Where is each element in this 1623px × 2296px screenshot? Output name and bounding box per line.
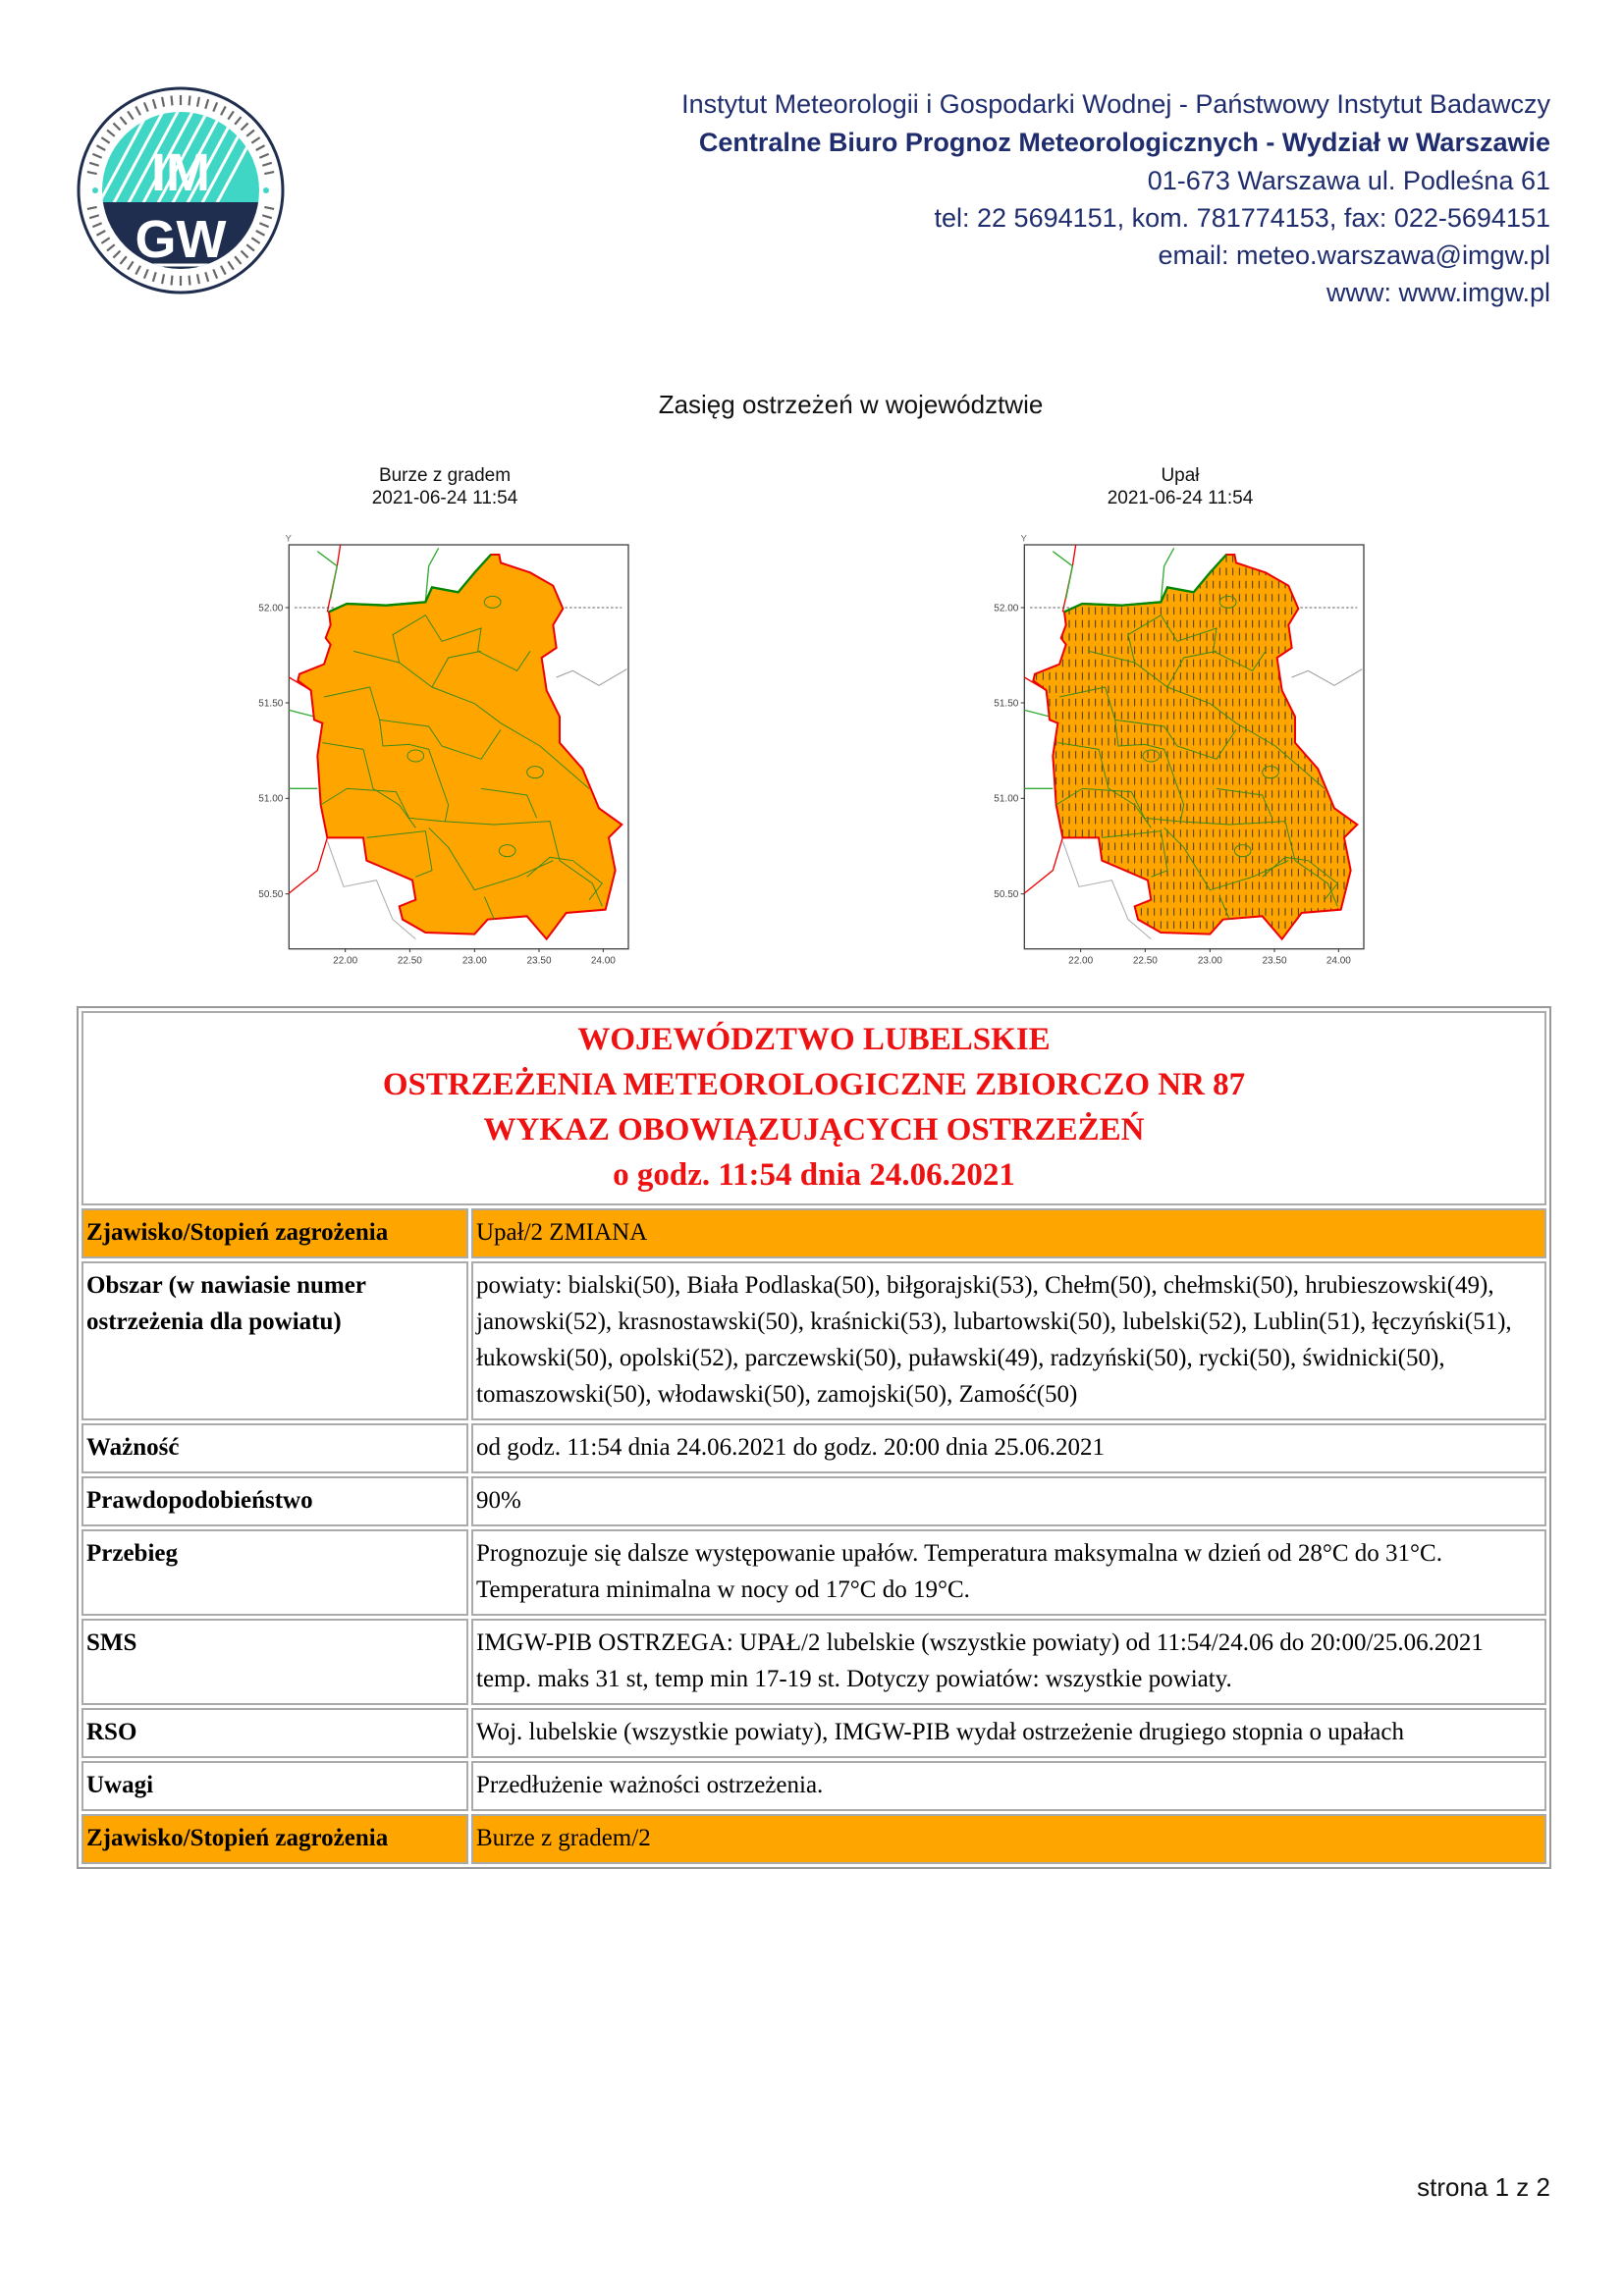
row-label: Obszar (w nawiasie numer ostrzeżenia dla powiatu) — [81, 1261, 468, 1420]
address: 01-673 Warszawa ul. Podleśna 61 — [1147, 166, 1550, 195]
warnings-table — [77, 1006, 1551, 1869]
bureau-name: Centralne Biuro Prognoz Meteorologicznych - Wydział w Warszawie — [698, 128, 1550, 157]
row-value: 90% — [471, 1476, 1546, 1526]
y-tick-label: 51.50 — [258, 698, 284, 710]
x-tick-label: 23.00 — [461, 955, 487, 967]
email-link[interactable]: email: meteo.warszawa@imgw.pl — [1158, 240, 1550, 270]
map-storms-hail — [245, 510, 687, 1021]
y-tick-label: 51.50 — [994, 698, 1019, 710]
row-label: Uwagi — [81, 1761, 468, 1811]
maps-heading: Zasięg ostrzeżeń w województwie — [658, 390, 1044, 419]
table-row — [81, 1261, 1546, 1420]
y-tick-label: 52.00 — [994, 603, 1019, 614]
x-tick-label: 24.00 — [1325, 955, 1351, 967]
y-axis-label: Y — [285, 533, 292, 544]
map-title-storms — [248, 464, 641, 509]
table-row — [81, 1529, 1546, 1616]
row-label: Przebieg — [81, 1529, 468, 1616]
x-tick-label: 22.50 — [1132, 955, 1158, 967]
table-header — [81, 1011, 1546, 1205]
page-number: strona 1 z 2 — [1417, 2172, 1550, 2202]
y-tick-label: 52.00 — [258, 603, 284, 614]
row-label: Prawdopodobieństwo — [81, 1476, 468, 1526]
table-row — [81, 1476, 1546, 1526]
map-title: Burze z gradem — [378, 465, 512, 486]
x-tick-label: 22.00 — [333, 955, 358, 967]
table-row — [81, 1708, 1546, 1758]
y-tick-label: 50.50 — [258, 889, 284, 900]
x-tick-label: 23.00 — [1197, 955, 1222, 967]
table-row — [81, 1619, 1546, 1705]
row-value: Upał/2 ZMIANA — [471, 1208, 1546, 1258]
imgw-logo — [75, 84, 287, 296]
table-row — [81, 1761, 1546, 1811]
row-value: Woj. lubelskie (wszystkie powiaty), IMGW-PIB wydał ostrzeżenie drugiego stopnia o upałach — [471, 1708, 1546, 1758]
map-heat — [981, 510, 1423, 1021]
x-tick-label: 23.50 — [1262, 955, 1287, 967]
row-value: Przedłużenie ważności ostrzeżenia. — [471, 1761, 1546, 1811]
logo-mark-bottom: GW — [135, 210, 227, 269]
table-title: WOJEWÓDZTWO LUBELSKIE — [577, 1022, 1051, 1057]
y-tick-label: 51.00 — [258, 793, 284, 805]
table-row — [81, 1423, 1546, 1473]
row-value: od godz. 11:54 dnia 24.06.2021 do godz. 20:00 dnia 25.06.2021 — [471, 1423, 1546, 1473]
row-value: IMGW-PIB OSTRZEGA: UPAŁ/2 lubelskie (wszystkie powiaty) od 11:54/24.06 do 20:00/25.06.2021 temp. maks 31 st, temp min 17-19 st. Dotyczy powiatów: wszystkie powiaty. — [471, 1619, 1546, 1705]
x-tick-label: 22.00 — [1068, 955, 1094, 967]
map-date: 2021-06-24 11:54 — [1107, 488, 1254, 508]
row-value: Prognozuje się dalsze występowanie upałów. Temperatura maksymalna w dzień od 28°C do 31°C. Temperatura minimalna w nocy od 17°C do 19°C. — [471, 1529, 1546, 1616]
row-value: Burze z gradem/2 — [471, 1814, 1546, 1864]
y-tick-label: 51.00 — [994, 793, 1019, 805]
map-title: Upał — [1161, 465, 1200, 486]
row-label: RSO — [81, 1708, 468, 1758]
phone: tel: 22 5694151, kom. 781774153, fax: 022-5694151 — [934, 203, 1550, 233]
row-label: Zjawisko/Stopień zagrożenia — [81, 1814, 468, 1864]
table-title: OSTRZEŻENIA METEOROLOGICZNE ZBIORCZO NR 87 — [382, 1067, 1246, 1102]
row-label: Ważność — [81, 1423, 468, 1473]
x-tick-label: 24.00 — [590, 955, 616, 967]
institute-name: Instytut Meteorologii i Gospodarki Wodnej - Państwowy Instytut Badawczy — [681, 89, 1550, 119]
logo-mark-top: IM — [151, 143, 210, 202]
row-label: Zjawisko/Stopień zagrożenia — [81, 1208, 468, 1258]
map-title-heat — [984, 464, 1377, 509]
table-row — [81, 1814, 1546, 1864]
x-tick-label: 23.50 — [526, 955, 552, 967]
table-title: o godz. 11:54 dnia 24.06.2021 — [613, 1157, 1015, 1193]
map-date: 2021-06-24 11:54 — [371, 488, 518, 508]
row-label: SMS — [81, 1619, 468, 1705]
y-tick-label: 50.50 — [994, 889, 1019, 900]
row-value: powiaty: bialski(50), Biała Podlaska(50), biłgorajski(53), Chełm(50), chełmski(50), hrubieszowski(49), janowski(52), krasnostawski(50), kraśnicki(53), lubartowski(50), lubelski(52), Lublin(51), łęczyński(51), łukowski(50), opolski(52), parczewski(50), puławski(49), radzyński(50), rycki(50), świdnicki(50), tomaszowski(50), włodawski(50), zamojski(50), Zamość(50) — [471, 1261, 1546, 1420]
table-title: WYKAZ OBOWIĄZUJĄCYCH OSTRZEŻEŃ — [483, 1112, 1145, 1148]
x-tick-label: 22.50 — [397, 955, 422, 967]
table-row — [81, 1208, 1546, 1258]
y-axis-label: Y — [1020, 533, 1027, 544]
website-link[interactable]: www: www.imgw.pl — [1325, 278, 1550, 307]
